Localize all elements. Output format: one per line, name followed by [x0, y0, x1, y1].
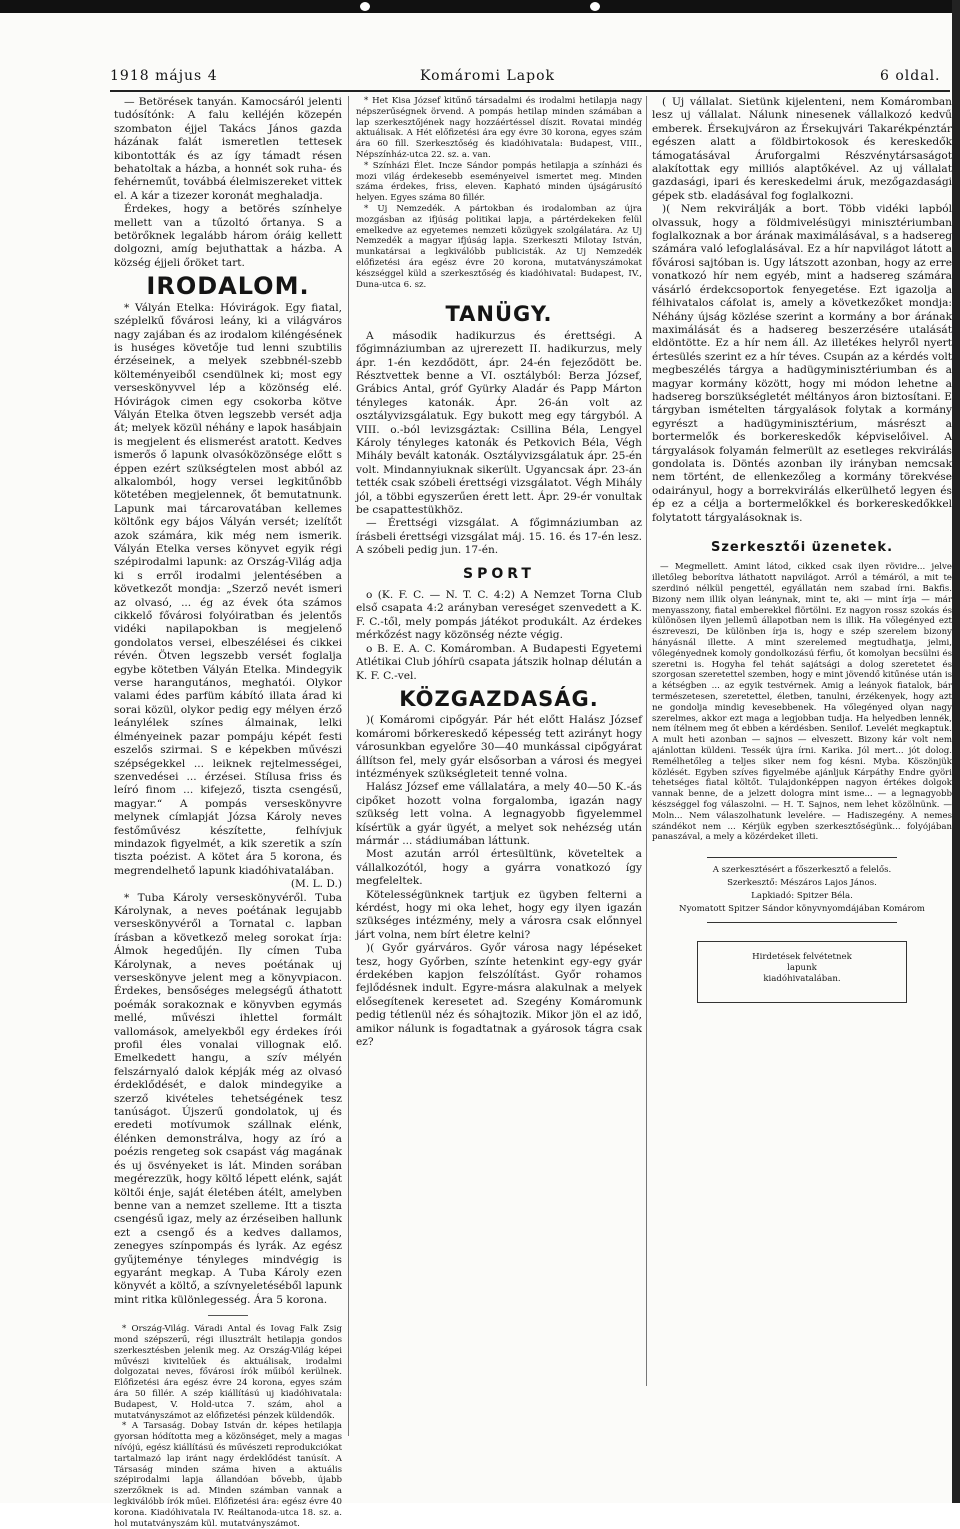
article-paragraph: Kötelességünknek tartjuk ez ügyben felterni a kérdést, hogy mi oka lehet, hogy egy ilyen igazán szükséges intézmény, mely a városra csak előnnyel járt volna, nem bírt életre kelni? [356, 888, 642, 941]
divider [707, 922, 897, 923]
impressum-responsibility: A szerkesztésért a főszerkesztő a felelős. [712, 865, 892, 876]
impressum-editor: Szerkesztő: Mészáros Lajos János. [727, 878, 877, 889]
small-notices [356, 96, 642, 290]
article-paragraph: )( Nem rekvirálják a bort. Több vidéki lapból olvassuk, hogy a földmivelésügyi minisztériumban foglalkoznak a bor árának maximálásával, s a hadsereg számára való lefoglalásával. Ez a hír napvilágot látott a fővárosi sajtóban is. Ugy látszott azonban, hogy az erre vonatkozó hír nem egyéb, mint a hadsereg számára vásárló érdekcsoportok fenyegetése. Ezt igazolja a félhivatalos cáfolat is, amely a következőket mondja: Néhány újság közlése szerint a kormány a bor árának maximálását és a hadsereg beszerzésére utalását eldöntötte. Ez a hír nem áll. Az illetékes helyről nyert értesülés szerint ez a hír téves. Csupán az a kérdés volt megbeszélés tárgya a hadügyminisztériumban és a magyar kormány között, hogy mi módon lehetne a hadsereg borszükségletét méltányos áron biztosítani. E tárgyban ismételten tárgyalások folytak a kormány egyrészt a hadügyminisztérium, másrészt a bortermelők és borkereskedők képviselőivel. A tárgyalások folyamán felmerült az esetleges rekvirálás gondolata is. Döntés azonban ily irányban nemcsak nem történt, de ellenkezőleg a kormány törekvése odairányul, hogy a borrekvirálás elkerülhető legyen és ép ez a célja a bortermelőkkel és borkereskedőkkel folytatott tárgyalásoknak is. [652, 203, 952, 524]
column-3 [652, 96, 952, 1386]
notice-paragraph: * A Tarsaság. Dobay István dr. képes hetilapja gyorsan hódította meg a közönséget, mely a magas nívójú, egész kiállítású és művészeti reprodukciókat tartalmazó lap iránt nagy érdeklődést tanúsít. A Társaság minden száma hiven a aktuális szépirodalmi lapja állandóan bővebb, újabb szerzőknek is ad. Minden számban vannak a legkiválóbb írók műei. Előfizetési ára: egész évre 40 korona. Kiadóhivatala IV. Reáltanoda-utca 18. sz. a. hol mutatványszám kül. mutatványszámot. [114, 1421, 342, 1529]
notice-paragraph: — Megmellett. Amint látod, cikked csak ilyen rövidre... jelve illetőleg beborítva láthatott napvilágot. Arról a témáról, a mit te szerdinó nélkül pengettél, egyállatán nem szabad írni. Bakfis. Bizony nem illik olyan leánynak, mint te, aki — mint írja — már menyasszony, fiatal emberekkel flörtölni. Ez nagyon rossz szokás és különösen ilyen jellemű állapotban nem is illik. Ha vőlegényed ezt észreveszi, De különben írja is, hogy e szép szerelem bizony hányásnál illette. A mint szerelemed megtudhatja, jelmi, vőlegényednek komoly gondolkozású férfiu, őt komolyan becsülni és szeretni is. Hogyha fel tehát sajátsági a dolog szeretetet és szorgosan szeretettel szemben, hogy e mint jövendő kitűnése után is a kétségben ... az egyik testvérnek. Amig a leányok fiatalok, bár természetesen, szeretettel, életben, tanulni, érzékenyek, hogy azt ne gondolja mindig kevesebbenek. Ha vőlegényed olyan nagy szerelmes, akkor ezt maga a legjobban tudja. Ha helyedben lennék, nem ítélnem meg őt ebben a kérdésben. Senilof. Levelét megkaptuk. A mult heti azonban — sajnos — elveszett. Bizony kár volt nem ajánlottan küldeni. Tessék újra írni. Karika. Jól mert... jót dolog. Remélhetőleg a teljes siker nem fog késni. Myba. Köszönjük közlését. Egyben szíves figyelmébe ajánljuk Kárpáthy Endre györi tehetséges fiatal költőt. Tulajdonképpen nagyon értékes dolgok vannak benne, de a jelzett dologra mint isme... — a legnagyobb készséggel fog válaszolni. — H. T. Sajnos, nem lehet közölnünk. — Moln... Nem válaszolhatunk levelére. — Hadiszegény. A nemes szándékot nem ... Kérjük egyben szerkesztőségünk... folyójában panaszával, a mely a közérdeket illeti. [652, 562, 952, 843]
ad-line: Hirdetések felvétetnek [752, 952, 852, 963]
article-paragraph: A második hadikurzus és érettségi. A főgimnáziumban az ujrerezett II. hadikurzus, mely ápr. 1-én kezdődött, ápr. 24-én fejeződött be. Résztvettek benne a VI. osztályból: Berza József, Grábics Antal, gróf Gyürky Aladár és Papp Márton tényleges katonák. Ápr. 26-án volt az osztályvizsgálatuk. Egy bukott meg egy tárgyból. A VIII. o.-ból levizsgáztak: Csillina Béla, Lengyel Károly tényleges katonák és Petkovich Béla, Végh Mihály bevált katonák. Osztályvizsgálatuk ápr. 25-én volt. Mindannyiuknak sikerült. Ugyancsak ápr. 23-án tették csak szóbeli érettségi vizsgálatot. Végh Mihály jól, a többi egyszerűen érett lett. Ápr. 29-ér vonultak be csapattestükhöz. [356, 329, 643, 517]
article-paragraph: — Érettségi vizsgálat. A főgimnáziumban az írásbeli érettségi vizsgálat máj. 15. 16. és 17-én lesz. A szóbeli pedig jun. 17-én. [356, 517, 642, 557]
notice-paragraph: * Uj Nemzedék. A pártokban és irodalomban az újra mozgásban az ifjúság politikai lapja, a pártérdekeken felül emelkedve az egyetemes nemzeti közügyek szolgálatára. Az Uj Nemzedék a magyar ifjúság lapja. Szerkeszti Milotay István, munkatársai a legkiválóbb publicisták. Az Uj Nemzedék előfizetési ára egész évre 20 korona, mutatványszámokat készséggel küld a szerkesztőség és kiadóhivatal: Budapest, IV., Duna-utca 6. sz. [356, 203, 642, 290]
article-paragraph: * Vályán Etelka: Hóvirágok. Egy fiatal, széplelkű fővárosi leány, ki a világváros nagy zajában és az irodalom kiléngésének is huséges követője tud lenni szubtilis érzéseinek, a melyek szebbnél-szebb költeményeiből csendülnek ki; most egy verseskönyvvel lép a közönség elé. Hóvirágok cimen egy csokorba kötve Vályán Etelka ötven legszebb versét adja át; melyek közül néhány e lapok hasábjain is megjelent és elismerést aratott. Kedves ismerős ő lapunk olvasóközönsége előtt s éppen ezért szükségtelen most abból az alkalomból, hogy versei legkitűnőbb kötetében megjelennek, őt bemutatnunk. Lapunk mai tárcarovatában kellemes költőnk egy bájos Vályán versét; izelítőt azok számára, kik még nem ismerik. Vályán Etelka verses könyvet egyik régi szépirodalmi lapunk: az Ország-Világ adja ki s erről irodalmi jelentésében a következőt mondja: „Szerző nevét ismeri az olvasó, ... ég az évek óta számos cikkelő fővárosi folyóiratban és jelentős vidéki napilapokban is megjelenő gondolatos versei, elbeszélései és cikkei révén. Ötven legszebb versét foglalja egybe kötetben Vályán Etelka. Mindegyik verse harangutános, meghatói. Olykor valami édes parfüm kábító illata árad ki sorai közül, olykor pedig egy mélyen érző leánylélek színes álmainak, lelki élményeinek pazar pompáju képét festi eszelős szirmai. S e képekben művészi szépségekkel ... leiknek rejtelmességei, szenvedései ... érzései. Stílusa friss és leíró finom ... kifejező, tiszta csengésű, magyar.“ A pompás verseskönyvre melynek címlapját Józsa Károly neves festőművész készítette, felhívjuk mindazok figyelmét, a kik szeretik a szín tiszta poézist. A kötet ára 5 korona, és megrendelhető lapunk kiadóhivatalában. [114, 301, 342, 877]
section-title-irodalom: IRODALOM. [146, 272, 310, 301]
header-rule [110, 90, 950, 92]
editor-messages [652, 562, 952, 843]
ad-line: kiadóhivatalában. [763, 974, 841, 985]
header-paper-name: Komáromi Lapok [420, 68, 555, 84]
article-paragraph: Halász József eme vállalatára, a mely 40—50 K.-ás cipőket hozott volna forgalomba, igazán nagy szükség lett volna. A legnagyobb figyelemmel kísértük a gyár ügyét, a melyet sok nehézség után mármár ... stádiumában láttunk. [356, 781, 642, 847]
article-paragraph: )( Győr gyárváros. Győr városa nagy lépéseket tesz, hogy Győrben, színte hetenkint egy-egy gyár érdekében kapjon felszólítást. Győr rohamos fejlődésnek indult. Egyre-másra alakulnak a melyek elősegítenek keresetet ad. Szegény Komáromunk pedig tétlenül néz és sóhajtozik. Mikor jön el az idő, amikor nálunk is fogadtatnak a gyárosok tágra csak ez? [356, 942, 642, 1049]
notice-paragraph: * Színházi Élet. Incze Sándor pompás hetilapja a színházi és mozi világ érdekesebb eseményeivel ismertet meg. Minden száma érdekes, friss, eleven. Kapható minden újságárusító helyen. Egyes száma 80 fillér. [356, 160, 642, 204]
article-paragraph: o B. E. A. C. Komáromban. A Budapesti Egyetemi Atlétikai Club jóhírü csapata játszik holnap délután a K. F. C.-vel. [356, 642, 642, 682]
notice-paragraph: * Het Kisa József kitűnő társadalmi és irodalmi hetilapja nagy népszerűségnek örvend. A pompás hetilap minden számában a lap szerkesztőjének nagy hozzáértéssel díszit. Rovatai mindég aktuálisak. A Hét előfizetési ára egy évre 30 korona, egyes szám ára 60 fill. Szerkesztőség és kiadóhivatala: Budapest, VIII., Népszínház-utca 22. sz. a. van. [356, 96, 642, 160]
divider [208, 1315, 248, 1316]
header-page-number: 6 oldal. [880, 68, 941, 84]
column-2 [356, 96, 643, 1049]
notice-paragraph: * Ország-Világ. Váradi Antal és Iovag Falk Zsig mond szépszerű, régi illusztrált hetilapja gondos szerkesztésben jelenik meg. Az Ország-Világ képei művészi kivitelűek és aktuálisak, irodalmi dolgozatai neves, fővárosi írók műiból kerülnek. Előfizetési ára egész évre 24 korona, egyes szám ára 50 fillér. A szép kiállítású uj kiadóhivatala: Budapest, V. Hold-utca 7. szám, ahol a mutatványszámot az előfizetési pénzek küldendők. [114, 1324, 342, 1421]
section-title-kozgazdasag: KÖZGAZDASÁG. [399, 686, 599, 711]
section-title-sport: SPORT [463, 565, 535, 582]
header-date: 1918 május 4 [110, 68, 218, 84]
impressum-printer: Nyomatott Spitzer Sándor könyvnyomdájában Komárom [679, 904, 925, 915]
article-paragraph: Érdekes, hogy a betörés színhelye mellett van a tűzoltó őrtanya. S a betörőknek legalább három óráig kellett dolgozni, amíg bejuthattak a házba. A község éjjeli őröket tart. [114, 203, 342, 269]
article-paragraph: ( Uj vállalat. Sietünk kijelenteni, nem Komáromban lesz uj vállalat. Nálunk ninesenek vállalkozó kedvű emberek. Érsekujváron az Érsekujvári Takarékpénztár egészen alatt a földbirtokosok és kereskedők támogatásával Áruforgalmi Részvénytársaságot alakítottak egy milliós alaptőkével. Az uj vállalat gazdasági, ipari és kereskedelmi áruk, mezőgazdasági gépek stb. eladásával fog foglalkozni. [652, 96, 952, 202]
article-paragraph: )( Komáromi cipőgyár. Pár hét előtt Halász József komáromi bőrkereskedő képesség tett azirányt hogy városunkban egyelőre 30—40 munkással cipőgyárat állítson fel, mely gyár elsősorban a városi és megyei intézmények szükségleteit tenné volna. [356, 714, 642, 780]
article-signature: (M. L. D.) [290, 878, 342, 891]
ad-line: lapunk [787, 963, 817, 974]
article-paragraph: — Betörések tanyán. Kamocsáról jelenti tudósítónk: A falu kelléjén közepén szombaton éjjel Takács János gazda házának falát ismeretlen tettesek kibontották és az így támadt résen behatoltak a házba, a honnét sok ruha- és fehérneműt, továbbá élelmiszereket vittek el. A kár a tizezer koronát meghaladja. [114, 96, 342, 202]
section-title-tanugy: TANÜGY. [445, 302, 553, 327]
punch-hole [590, 2, 600, 11]
advertisement-box [697, 941, 907, 1003]
impressum [652, 857, 952, 923]
article-paragraph: o (K. F. C. — N. T. C. 4:2) A Nemzet Torna Club első csapata 4:2 arányban vereséget szenvedett a K. F. C.-től, mely pompás játékot produkált. Az érdekes mérkőzést nagy közönség nézte végig. [356, 589, 642, 642]
scan-top-edge [0, 0, 960, 13]
impressum-publisher: Lapkiadó: Spitzer Béla. [751, 891, 853, 902]
section-title-szerkesztoi: Szerkesztői üzenetek. [710, 540, 894, 555]
article-paragraph: * Tuba Károly verseskönyvéről. Tuba Károlynak, a neves poétának legujabb verseskönyvéről a Tornatal c. lapban írásban a következő meleg sorokat írja: Álmok hegedűjén. Ily címen Tuba Károlynak, a neves poétának uj verseskönyve jelent meg a könyvpiacon. Érdekes, bensőséges melegségű áthatott poémák sorakoznak e könyvben egymás mellé, művészi ihlettel formált vallomások, amelyekből egy érdekes írói profil éles vonalai villognak elő. Emelkedett hangu, a szív mélyén felszárnyaló dalok képják még az olvasó érdeklődését, e dalok mindegyike a szerző kivételes tehetségének tesz tanúságot. Újszerű gondolatok, uj és eredeti motívumok szállnak elénk, élénken demonstrálva, hogy az író a poézis rengeteg sok csapást vág magának és uj ösvényeket is lát. Minden sorában megérezzük, hogy költő lépett elénk, saját költői énje, saját életében átélt, amelyben benne van a nemzet szelleme. Itt a tiszta csengésű igaz, mely az érzéseiben hallunk ezt a csengő és a kedves dallamos, zenegyes színpompás és lyrák. Az egész gyűjteménye tényleges mindvégig is egyaránt megkap. A Tuba Károly ezen könyvét a költő, a szívnyeletéséből lapunk mint ritka különlegesség. Ára 5 korona. [114, 891, 342, 1306]
column-rule [646, 96, 647, 1386]
column-rule [348, 96, 349, 1436]
page-header [110, 68, 950, 88]
column-1 [114, 96, 342, 1529]
scan-right-edge [952, 0, 960, 1503]
divider [707, 857, 897, 858]
article-paragraph: Most azután arról értesültünk, követeltek a vállalkozótól, hogy a gyárra vonatkozó így megfeleltek. [356, 848, 642, 888]
punch-hole [360, 2, 370, 11]
small-notices [114, 1324, 342, 1529]
